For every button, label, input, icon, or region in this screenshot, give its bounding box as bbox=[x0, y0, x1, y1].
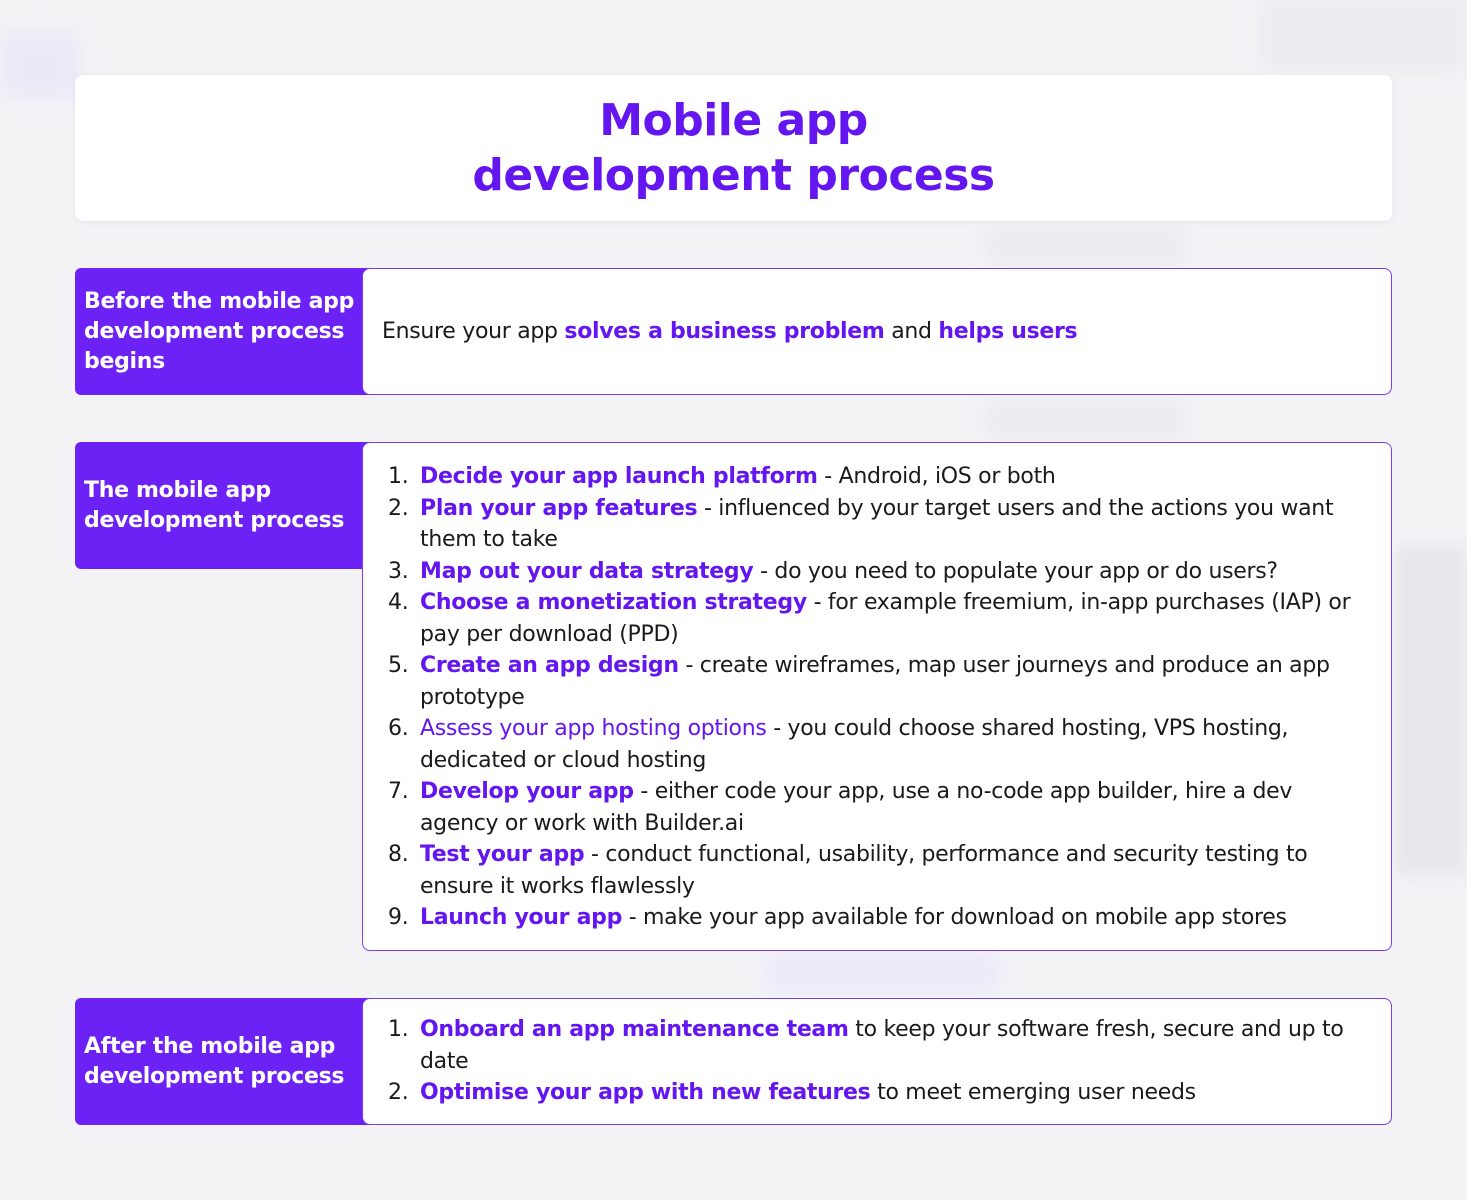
section-during bbox=[75, 442, 1392, 951]
step-highlight: Launch your app bbox=[420, 905, 623, 930]
step-number: 1. bbox=[388, 1017, 409, 1042]
step-highlight: Onboard an app maintenance team bbox=[420, 1017, 849, 1042]
page-title-line-2: development process bbox=[472, 150, 995, 201]
section-before bbox=[75, 268, 1392, 395]
step-number: 2. bbox=[388, 495, 409, 521]
step-text: - you could choose shared hosting, VPS hosting, dedicated or cloud hosting bbox=[420, 716, 1289, 773]
step-text: - make your app available for download on mobile app stores bbox=[622, 905, 1287, 930]
step-number: 1. bbox=[388, 464, 409, 489]
list-item bbox=[363, 461, 1371, 493]
section-label-before: Before the mobile app development process begins bbox=[75, 268, 371, 395]
step-highlight: Test your app bbox=[420, 842, 585, 867]
before-highlight-helps-users: helps users bbox=[938, 318, 1078, 344]
background-shape bbox=[985, 225, 1185, 265]
list-item bbox=[363, 587, 1371, 650]
list-item bbox=[363, 776, 1371, 839]
step-number: 8. bbox=[388, 842, 409, 867]
title-card bbox=[75, 75, 1392, 221]
section-after bbox=[75, 998, 1392, 1125]
step-number: 4. bbox=[388, 590, 409, 615]
background-shape bbox=[765, 950, 1000, 995]
before-prefix: Ensure your app bbox=[382, 318, 565, 344]
background-shape bbox=[985, 400, 1185, 440]
list-item bbox=[363, 556, 1371, 588]
before-highlight-business-problem: solves a business problem bbox=[564, 318, 885, 344]
step-number: 9. bbox=[388, 905, 409, 930]
step-number: 3. bbox=[388, 558, 409, 584]
before-statement bbox=[382, 316, 1077, 348]
list-item bbox=[363, 713, 1371, 776]
step-number: 5. bbox=[388, 653, 409, 678]
list-item bbox=[363, 839, 1371, 902]
step-number: 2. bbox=[388, 1080, 409, 1105]
background-shape bbox=[0, 30, 80, 100]
step-text: - influenced by your target users and the actions you want them to take bbox=[420, 495, 1334, 552]
step-highlight: Plan your app features bbox=[420, 495, 698, 521]
page-title bbox=[472, 93, 994, 203]
step-number: 7. bbox=[388, 779, 409, 804]
section-content-after bbox=[362, 998, 1392, 1125]
before-middle: and bbox=[884, 318, 939, 344]
section-content-before bbox=[362, 268, 1392, 395]
list-item bbox=[363, 650, 1371, 713]
step-highlight: Optimise your app with new features bbox=[420, 1080, 871, 1105]
page-title-line-1: Mobile app bbox=[599, 95, 868, 146]
step-text: to keep your software fresh, secure and up to date bbox=[420, 1017, 1344, 1074]
after-steps-list bbox=[363, 1014, 1371, 1109]
step-text: - do you need to populate your app or do users? bbox=[753, 558, 1278, 584]
step-text: - Android, iOS or both bbox=[817, 464, 1056, 489]
step-highlight: Develop your app bbox=[420, 779, 634, 804]
section-label-after: After the mobile app development process bbox=[75, 998, 371, 1125]
step-number: 6. bbox=[388, 716, 409, 741]
step-text: - conduct functional, usability, performance and security testing to ensure it works flawlessly bbox=[420, 842, 1308, 899]
background-shape bbox=[1260, 0, 1467, 70]
step-highlight: Create an app design bbox=[420, 653, 679, 678]
list-item bbox=[363, 902, 1371, 934]
list-item bbox=[363, 493, 1371, 556]
section-content-during bbox=[362, 442, 1392, 951]
step-text: - for example freemium, in-app purchases (IAP) or pay per download (PPD) bbox=[420, 590, 1351, 647]
step-highlight: Map out your data strategy bbox=[420, 558, 754, 584]
step-highlight: Decide your app launch platform bbox=[420, 464, 818, 489]
background-shape bbox=[1395, 545, 1467, 875]
list-item bbox=[363, 1014, 1371, 1077]
section-label-during: The mobile app development process bbox=[75, 442, 371, 569]
step-text: - create wireframes, map user journeys and produce an app prototype bbox=[420, 653, 1330, 710]
step-highlight: Choose a monetization strategy bbox=[420, 590, 807, 615]
process-steps-list bbox=[363, 461, 1371, 934]
list-item bbox=[363, 1077, 1371, 1109]
step-text: - either code your app, use a no-code app builder, hire a dev agency or work with Builder.ai bbox=[420, 779, 1293, 836]
step-highlight: Assess your app hosting options bbox=[420, 716, 767, 741]
step-text: to meet emerging user needs bbox=[870, 1080, 1196, 1105]
